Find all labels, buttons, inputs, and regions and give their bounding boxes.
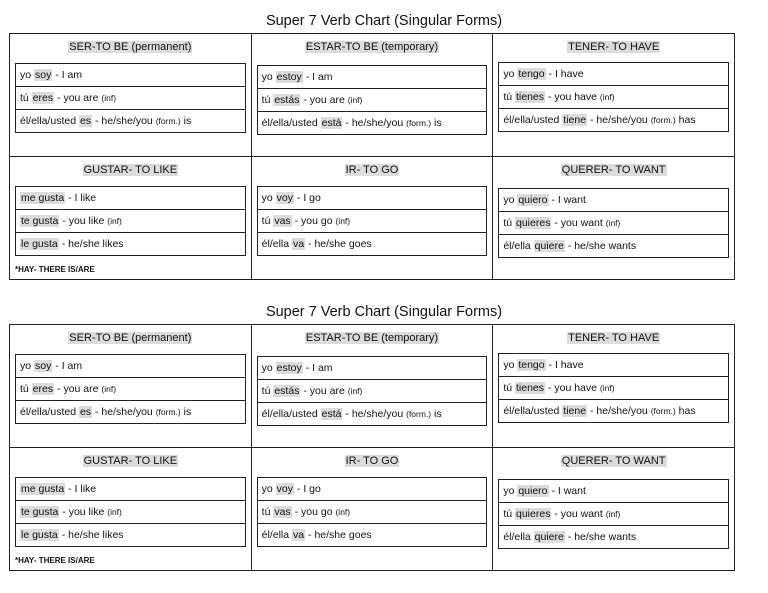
conjugation-row: tú tienes - you have (inf) — [499, 85, 728, 108]
conjugation-box — [257, 65, 488, 135]
conjugation-row: yo quiero - I want — [503, 485, 586, 497]
conjugation-row: yo estoy - I am — [261, 362, 333, 374]
conjugation-row: tú vas - you go (inf) — [258, 209, 487, 232]
conjugation-row: él/ella va - he/she goes — [258, 523, 487, 546]
conjugation-row: él/ella/usted es - he/she/you (form.) is — [16, 109, 245, 132]
conjugation-row: tú estás - you are (inf) — [258, 379, 487, 402]
conjugation-box — [15, 186, 246, 256]
verb-chart-table — [9, 33, 735, 280]
verb-heading: QUERER- TO WANT — [561, 164, 666, 176]
conjugation-row: yo soy - I am — [20, 69, 83, 81]
conjugation-row: tú quieres - you want (inf) — [499, 211, 728, 234]
conjugation-row: yo voy - I go — [261, 483, 321, 495]
verb-cell-gustar — [10, 157, 252, 280]
conjugation-row: él/ella/usted está - he/she/you (form.) is — [258, 402, 487, 425]
verb-heading: GUSTAR- TO LIKE — [83, 164, 178, 176]
conjugation-box — [15, 354, 246, 424]
conjugation-row: yo soy - I am — [20, 360, 83, 372]
conjugation-row: yo voy - I go — [261, 192, 321, 204]
hay-footnote: *HAY- THERE IS/ARE — [15, 556, 95, 565]
conjugation-row: le gusta - he/she likes — [16, 232, 245, 255]
conjugation-row: yo estoy - I am — [261, 71, 333, 83]
conjugation-box — [257, 186, 488, 256]
verb-heading: GUSTAR- TO LIKE — [83, 455, 178, 467]
verb-cell-estar — [251, 325, 493, 448]
conjugation-row: me gusta - I like — [21, 483, 97, 495]
conjugation-row: tú eres - you are (inf) — [16, 86, 245, 109]
conjugation-row: tú eres - you are (inf) — [16, 377, 245, 400]
verb-heading: QUERER- TO WANT — [561, 455, 666, 467]
verb-chart-table — [9, 324, 735, 571]
conjugation-row: tú vas - you go (inf) — [258, 500, 487, 523]
conjugation-row: él/ella va - he/she goes — [258, 232, 487, 255]
verb-heading: ESTAR-TO BE (temporary) — [305, 41, 439, 53]
verb-cell-estar — [251, 34, 493, 157]
verb-heading: TENER- TO HAVE — [568, 332, 660, 344]
verb-heading: SER-TO BE (permanent) — [69, 41, 192, 53]
conjugation-row: él/ella/usted tiene - he/she/you (form.) has — [499, 399, 728, 422]
conjugation-box — [257, 356, 488, 426]
conjugation-row: le gusta - he/she likes — [16, 523, 245, 546]
conjugation-row: tú tienes - you have (inf) — [499, 376, 728, 399]
conjugation-row: yo tengo - I have — [503, 68, 584, 80]
conjugation-row: tú quieres - you want (inf) — [499, 502, 728, 525]
conjugation-box — [257, 477, 488, 547]
conjugation-box — [15, 477, 246, 547]
verb-cell-ser — [10, 34, 252, 157]
conjugation-box — [498, 62, 729, 132]
verb-heading: ESTAR-TO BE (temporary) — [305, 332, 439, 344]
conjugation-row: él/ella/usted tiene - he/she/you (form.) has — [499, 108, 728, 131]
verb-cell-tener — [493, 325, 735, 448]
verb-cell-tener — [493, 34, 735, 157]
conjugation-box — [498, 479, 729, 549]
verb-cell-gustar — [10, 448, 252, 571]
conjugation-row: él/ella quiere - he/she wants — [499, 525, 728, 548]
chart-title: Super 7 Verb Chart (Singular Forms) — [265, 304, 503, 320]
conjugation-row: él/ella/usted es - he/she/you (form.) is — [16, 400, 245, 423]
verb-heading: SER-TO BE (permanent) — [69, 332, 192, 344]
conjugation-row: yo tengo - I have — [503, 359, 584, 371]
verb-heading: IR- TO GO — [345, 164, 399, 176]
verb-cell-querer — [493, 448, 735, 571]
verb-cell-ser — [10, 325, 252, 448]
conjugation-box — [498, 353, 729, 423]
conjugation-row: tú estás - you are (inf) — [258, 88, 487, 111]
verb-heading: IR- TO GO — [345, 455, 399, 467]
conjugation-box — [15, 63, 246, 133]
conjugation-row: me gusta - I like — [21, 192, 97, 204]
verb-cell-ir — [251, 448, 493, 571]
conjugation-row: yo quiero - I want — [503, 194, 586, 206]
verb-cell-querer — [493, 157, 735, 280]
conjugation-row: te gusta - you like (inf) — [16, 209, 245, 232]
conjugation-row: te gusta - you like (inf) — [16, 500, 245, 523]
conjugation-row: él/ella quiere - he/she wants — [499, 234, 728, 257]
hay-footnote: *HAY- THERE IS/ARE — [15, 265, 95, 274]
verb-heading: TENER- TO HAVE — [568, 41, 660, 53]
conjugation-box — [498, 188, 729, 258]
verb-cell-ir — [251, 157, 493, 280]
conjugation-row: él/ella/usted está - he/she/you (form.) is — [258, 111, 487, 134]
chart-title: Super 7 Verb Chart (Singular Forms) — [265, 13, 503, 29]
